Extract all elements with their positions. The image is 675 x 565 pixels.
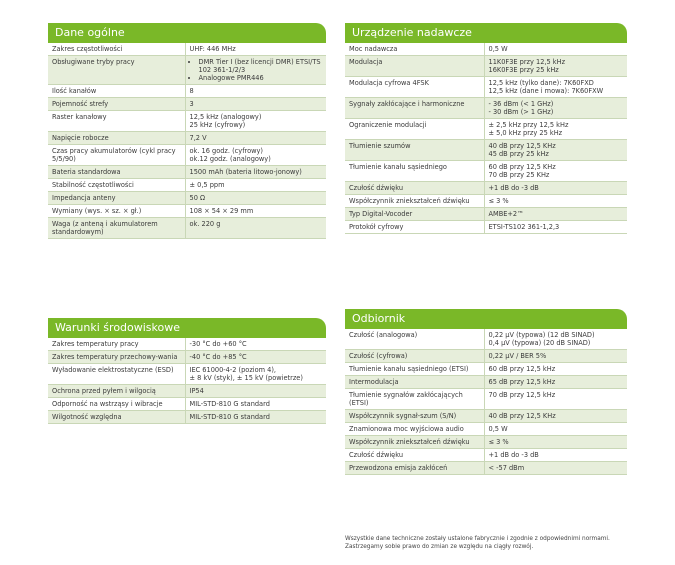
spec-value <box>484 56 627 77</box>
spec-value-line: ± 0,5 ppm <box>189 181 225 189</box>
spec-row <box>345 329 627 350</box>
spec-value-line: 25 kHz (cyfrowy) <box>189 121 246 129</box>
spec-row <box>345 350 627 363</box>
spec-table-dane-ogolne <box>48 43 326 239</box>
spec-row <box>48 145 326 166</box>
spec-label: Waga (z anteną i akumulatorem standardowym) <box>48 218 185 239</box>
spec-label: Tłumienie kanału sąsiedniego <box>345 161 484 182</box>
spec-value-line: 0,5 W <box>488 425 508 433</box>
spec-value <box>484 363 627 376</box>
section-title-warunki: Warunki środowiskowe <box>48 318 326 338</box>
spec-row <box>48 364 326 385</box>
spec-value <box>484 98 627 119</box>
spec-value-line: 3 <box>189 100 194 108</box>
panel-warunki <box>48 318 326 424</box>
spec-value-line: - 30 dBm (> 1 GHz) <box>488 108 554 116</box>
spec-value-line: -30 °C do +60 °C <box>189 340 247 348</box>
spec-value-line: 12,5 kHz (dane i mowa): 7K60FXW <box>488 87 604 95</box>
spec-value <box>185 364 326 385</box>
spec-value <box>185 398 326 411</box>
spec-table-warunki <box>48 338 326 424</box>
panel-dane-ogolne <box>48 23 326 239</box>
footnote-line: Zastrzegamy sobie prawo do zmian ze względu na ciągły rozwój. <box>345 544 534 550</box>
spec-row <box>345 363 627 376</box>
spec-row <box>345 462 627 475</box>
spec-value <box>484 43 627 56</box>
footnote <box>345 535 645 551</box>
section-title-nadawcze: Urządzenie nadawcze <box>345 23 627 43</box>
spec-label: Wymiany (wys. × sz. × gł.) <box>48 205 185 218</box>
spec-value-line: +1 dB do -3 dB <box>488 451 539 459</box>
spec-row <box>48 218 326 239</box>
spec-value <box>484 449 627 462</box>
spec-value-line: 70 dB przy 25 KHz <box>488 171 550 179</box>
spec-value-line: < -57 dBm <box>488 464 525 472</box>
spec-value <box>484 376 627 389</box>
spec-value <box>484 182 627 195</box>
spec-row <box>48 85 326 98</box>
spec-value-line: ≤ 3 % <box>488 197 509 205</box>
spec-label: Bateria standardowa <box>48 166 185 179</box>
panel-urzadzenie-nadawcze <box>345 23 627 234</box>
spec-value-line: ok.12 godz. (analogowy) <box>189 155 271 163</box>
spec-label: Pojemność strefy <box>48 98 185 111</box>
spec-value <box>185 43 326 56</box>
spec-value-line: - 36 dBm (< 1 GHz) <box>488 100 554 108</box>
spec-label: Wilgotność względna <box>48 411 185 424</box>
spec-label: Protokół cyfrowy <box>345 221 484 234</box>
spec-row <box>345 182 627 195</box>
spec-label: Tłumienie kanału sąsiedniego (ETSI) <box>345 363 484 376</box>
spec-row <box>345 208 627 221</box>
spec-value <box>484 350 627 363</box>
spec-row <box>345 140 627 161</box>
spec-value-line: 8 <box>189 87 194 95</box>
spec-row <box>48 385 326 398</box>
spec-row <box>48 43 326 56</box>
spec-label: Znamionowa moc wyjściowa audio <box>345 423 484 436</box>
spec-value-line: 0,4 μV (typowa) (20 dB SINAD) <box>488 339 591 347</box>
spec-label: Obsługiwane tryby pracy <box>48 56 185 85</box>
spec-value-line: MIL-STD-810 G standard <box>189 413 270 421</box>
spec-row <box>48 411 326 424</box>
spec-value <box>185 351 326 364</box>
spec-row <box>345 119 627 140</box>
spec-value <box>185 385 326 398</box>
spec-value <box>185 205 326 218</box>
spec-value-line: 108 × 54 × 29 mm <box>189 207 254 215</box>
mode-list-item: • DMR Tier I (bez licencji DMR) ETSI/TS 102 361-1/2/3 <box>199 58 323 74</box>
spec-label: Intermodulacja <box>345 376 484 389</box>
spec-row <box>48 111 326 132</box>
spec-label: Ochrona przed pyłem i wilgocią <box>48 385 185 398</box>
spec-value-line: ± 8 kV (styk), ± 15 kV (powietrze) <box>189 374 303 382</box>
spec-value-line: 11K0F3E przy 12,5 kHz <box>488 58 566 66</box>
spec-value-line: ok. 16 godz. (cyfrowy) <box>189 147 263 155</box>
spec-row <box>345 423 627 436</box>
spec-value-line: IP54 <box>189 387 204 395</box>
section-title-dane-ogolne: Dane ogólne <box>48 23 326 43</box>
spec-value-line: 40 dB przy 12,5 KHz <box>488 412 556 420</box>
spec-value-line: IEC 61000-4-2 (poziom 4), <box>189 366 277 374</box>
spec-row <box>345 195 627 208</box>
spec-label: Typ Digital-Vocoder <box>345 208 484 221</box>
spec-label: Współczynnik sygnał-szum (S/N) <box>345 410 484 423</box>
spec-row <box>345 43 627 56</box>
spec-row <box>48 351 326 364</box>
spec-label: Wyładowanie elektrostatyczne (ESD) <box>48 364 185 385</box>
mode-list-item: • Analogowe PMR446 <box>199 74 323 82</box>
spec-label: Modulacja cyfrowa 4FSK <box>345 77 484 98</box>
spec-value <box>185 98 326 111</box>
spec-value-line: 60 dB przy 12,5 kHz <box>488 365 556 373</box>
spec-label: Zakres częstotliwości <box>48 43 185 56</box>
spec-value <box>185 218 326 239</box>
spec-value-line: 45 dB przy 25 kHz <box>488 150 549 158</box>
spec-value-line: 0,22 μV / BER 5% <box>488 352 547 360</box>
spec-value <box>185 145 326 166</box>
spec-table-odbiornik <box>345 329 627 475</box>
spec-value-line: 0,22 μV (typowa) (12 dB SINAD) <box>488 331 595 339</box>
spec-value <box>484 140 627 161</box>
spec-table-nadawcze <box>345 43 627 234</box>
spec-row <box>48 179 326 192</box>
spec-label: Czułość dźwięku <box>345 182 484 195</box>
spec-value <box>484 221 627 234</box>
spec-value-line: ≤ 3 % <box>488 438 509 446</box>
spec-label: Tłumienie sygnałów zakłócających (ETSI) <box>345 389 484 410</box>
spec-value <box>185 338 326 351</box>
spec-label: Ograniczenie modulacji <box>345 119 484 140</box>
spec-value <box>185 179 326 192</box>
spec-value-line: 60 dB przy 12,5 KHz <box>488 163 556 171</box>
spec-value <box>185 111 326 132</box>
spec-label: Napięcie robocze <box>48 132 185 145</box>
spec-value-line: 0,5 W <box>488 45 508 53</box>
spec-row <box>48 166 326 179</box>
spec-row <box>48 98 326 111</box>
mode-list <box>190 58 323 82</box>
spec-value <box>484 77 627 98</box>
spec-row <box>48 338 326 351</box>
spec-label: Raster kanałowy <box>48 111 185 132</box>
spec-row <box>345 77 627 98</box>
spec-label: Współczynnik zniekształceń dźwięku <box>345 436 484 449</box>
spec-value <box>484 119 627 140</box>
spec-label: Sygnały zakłócające i harmoniczne <box>345 98 484 119</box>
spec-row <box>48 398 326 411</box>
spec-value <box>185 132 326 145</box>
spec-label: Zakres temperatury przechowy-wania <box>48 351 185 364</box>
spec-label: Czas pracy akumulatorów (cykl pracy 5/5/90) <box>48 145 185 166</box>
spec-label: Współczynnik zniekształceń dźwięku <box>345 195 484 208</box>
spec-label: Czułość (analogowa) <box>345 329 484 350</box>
spec-value <box>185 56 326 85</box>
spec-value-line: ETSI-TS102 361-1,2,3 <box>488 223 560 231</box>
spec-value-line: ± 2,5 kHz przy 12,5 kHz <box>488 121 569 129</box>
spec-label: Odporność na wstrząsy i wibracje <box>48 398 185 411</box>
spec-label: Stabilność częstotliwości <box>48 179 185 192</box>
spec-value <box>185 85 326 98</box>
spec-value-line: 70 dB przy 12,5 kHz <box>488 391 556 399</box>
spec-value <box>484 208 627 221</box>
spec-value-line: 7,2 V <box>189 134 207 142</box>
spec-row <box>345 56 627 77</box>
spec-row <box>345 221 627 234</box>
spec-value-line: 65 dB przy 12,5 kHz <box>488 378 556 386</box>
spec-value-line: ok. 220 g <box>189 220 221 228</box>
spec-row <box>345 161 627 182</box>
spec-label: Czułość dźwięku <box>345 449 484 462</box>
spec-value-line: -40 °C do +85 °C <box>189 353 247 361</box>
spec-value <box>185 166 326 179</box>
spec-value <box>484 436 627 449</box>
spec-value-line: 12,5 kHz (analogowy) <box>189 113 262 121</box>
spec-row <box>48 132 326 145</box>
spec-value-line: ± 5,0 kHz przy 25 kHz <box>488 129 563 137</box>
spec-value-line: MIL-STD-810 G standard <box>189 400 270 408</box>
spec-label: Przewodzona emisja zakłóceń <box>345 462 484 475</box>
spec-value-line: 40 dB przy 12,5 KHz <box>488 142 556 150</box>
spec-label: Zakres temperatury pracy <box>48 338 185 351</box>
spec-value <box>484 462 627 475</box>
spec-value-line: 1500 mAh (bateria litowo-jonowy) <box>189 168 302 176</box>
spec-value <box>484 389 627 410</box>
spec-row <box>48 192 326 205</box>
spec-label: Czułość (cyfrowa) <box>345 350 484 363</box>
spec-value <box>484 423 627 436</box>
spec-value-line: +1 dB do -3 dB <box>488 184 539 192</box>
spec-label: Tłumienie szumów <box>345 140 484 161</box>
spec-value-line: 12,5 kHz (tylko dane): 7K60FXD <box>488 79 594 87</box>
spec-label: Ilość kanałów <box>48 85 185 98</box>
spec-row <box>345 410 627 423</box>
spec-value <box>484 161 627 182</box>
spec-row <box>345 98 627 119</box>
spec-label: Impedancja anteny <box>48 192 185 205</box>
footnote-line: Wszystkie dane techniczne zostały ustalone fabrycznie i zgodnie z odpowiednimi normami. <box>345 536 610 542</box>
spec-row <box>345 389 627 410</box>
spec-value <box>484 410 627 423</box>
spec-value-line: 50 Ω <box>189 194 206 202</box>
section-title-odbiornik: Odbiornik <box>345 309 627 329</box>
spec-row <box>345 436 627 449</box>
spec-value <box>185 192 326 205</box>
spec-value-line: UHF: 446 MHz <box>189 45 236 53</box>
panel-odbiornik <box>345 309 627 475</box>
spec-value <box>484 329 627 350</box>
spec-value-line: 16K0F3E przy 25 kHz <box>488 66 559 74</box>
spec-row <box>345 449 627 462</box>
spec-value <box>185 411 326 424</box>
spec-value-line: AMBE+2™ <box>488 210 524 218</box>
spec-label: Modulacja <box>345 56 484 77</box>
spec-label: Moc nadawcza <box>345 43 484 56</box>
spec-row <box>48 205 326 218</box>
spec-row <box>345 376 627 389</box>
spec-row <box>48 56 326 85</box>
spec-value <box>484 195 627 208</box>
